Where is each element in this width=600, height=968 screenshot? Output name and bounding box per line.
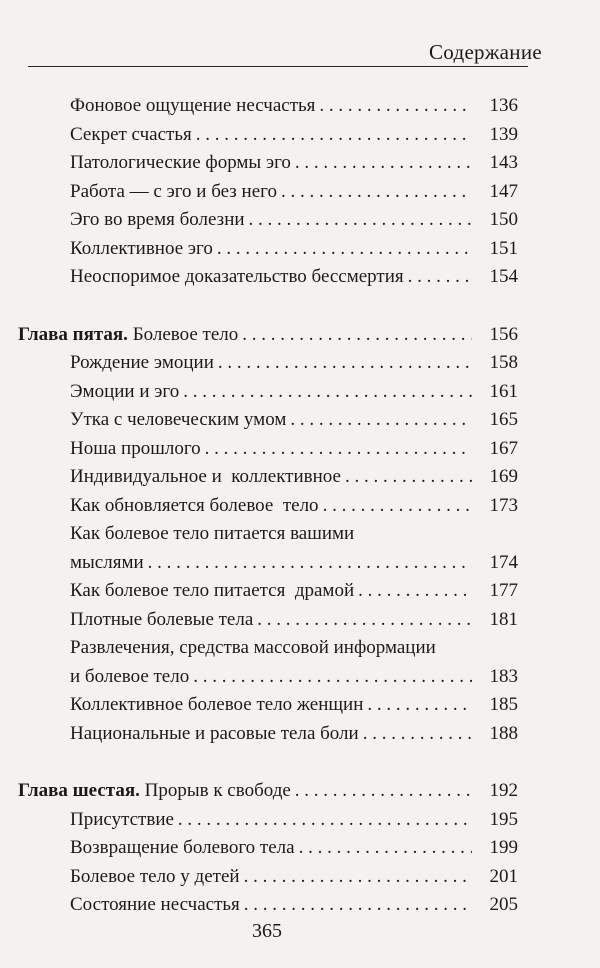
toc-entry: [70, 891, 518, 920]
toc-entry-page: 158: [489, 352, 518, 373]
toc-entry: [70, 263, 518, 292]
toc-entry-page: 199: [489, 837, 518, 858]
dot-leader: [196, 121, 472, 150]
table-of-contents: [18, 92, 518, 920]
toc-entry: [70, 378, 518, 407]
toc-entry-page: 174: [489, 551, 518, 573]
toc-entry-title: Ноша прошлого: [70, 437, 201, 459]
toc-entry-page: 185: [489, 694, 518, 715]
toc-entry-page: 177: [489, 580, 518, 601]
toc-entry-title: Коллективное болевое тело женщин: [70, 694, 364, 715]
dot-leader: [290, 406, 472, 435]
toc-entry: [70, 235, 518, 264]
toc-entry-page: 205: [489, 894, 518, 915]
toc-entry: [70, 463, 518, 492]
toc-entry-title: Неоспоримое доказательство бессмертия: [70, 266, 404, 287]
toc-entry-page: 192: [489, 780, 518, 801]
toc-entry-page: 181: [489, 608, 518, 630]
toc-entry: [70, 92, 518, 121]
dot-leader: [218, 349, 472, 378]
toc-entry: [70, 606, 518, 635]
dot-leader: [193, 663, 472, 692]
chapter-name: Болевое тело: [132, 323, 239, 345]
toc-entry-page: 139: [489, 123, 518, 145]
toc-entry: [70, 206, 518, 235]
chapter-label: Глава шестая.: [18, 780, 140, 801]
toc-entry-title: Национальные и расовые тела боли: [70, 722, 359, 744]
toc-entry-page: 165: [489, 409, 518, 430]
toc-entry-line1: [70, 520, 518, 549]
toc-entry-title: Патологические формы эго: [70, 152, 291, 173]
dot-leader: [319, 92, 472, 121]
toc-entry-title: Присутствие: [70, 808, 174, 830]
dot-leader: [345, 463, 472, 492]
dot-leader: [178, 806, 472, 835]
toc-entry-title-cont: и болевое тело: [70, 665, 190, 687]
toc-entry-title: Как болевое тело питается вашими: [70, 523, 355, 544]
toc-entry-page: 143: [489, 152, 518, 173]
toc-chapter-title: [18, 321, 238, 350]
toc-entry-line1: [70, 634, 518, 663]
dot-leader: [244, 891, 472, 920]
page-number: 365: [252, 920, 282, 942]
toc-entry-title: Эмоции и эго: [70, 380, 180, 402]
toc-entry-title: Коллективное эго: [70, 237, 213, 259]
toc-entry-title-cont: мыслями: [70, 551, 144, 573]
dot-leader: [299, 834, 472, 863]
toc-entry-title: Болевое тело у детей: [70, 865, 240, 887]
toc-entry: [70, 863, 518, 892]
toc-entry: [70, 435, 518, 464]
toc-entry-page: 201: [489, 865, 518, 887]
dot-leader: [323, 492, 472, 521]
dot-leader: [183, 378, 472, 407]
toc-entry: [70, 834, 518, 863]
toc-entry-page: 150: [489, 209, 518, 230]
toc-entry-title: Индивидуальное и коллективное: [70, 466, 341, 487]
toc-entry-title: Возвращение болевого тела: [70, 837, 295, 858]
toc-entry-title: Рождение эмоции: [70, 352, 214, 373]
toc-entry-title: Как болевое тело питается драмой: [70, 580, 355, 601]
toc-entry-page: 151: [489, 237, 518, 259]
toc-entry-page: 147: [489, 180, 518, 202]
toc-entry: [70, 492, 518, 521]
toc-chapter-entry: [18, 777, 518, 806]
header-rule: [28, 66, 528, 67]
toc-entry-page: 183: [489, 665, 518, 687]
toc-entry-page: 188: [489, 722, 518, 744]
toc-entry: [70, 178, 518, 207]
toc-entry: [70, 149, 518, 178]
toc-entry: [70, 806, 518, 835]
dot-leader: [242, 321, 472, 350]
toc-entry: [70, 720, 518, 749]
toc-entry-page: 195: [489, 808, 518, 830]
toc-entry-title: Секрет счастья: [70, 123, 192, 145]
dot-leader: [281, 178, 472, 207]
toc-entry-title: Развлечения, средства массовой информации: [70, 637, 436, 658]
toc-entry-title: Эго во время болезни: [70, 209, 245, 230]
toc-chapter-entry: [18, 321, 518, 350]
toc-entry: [70, 577, 518, 606]
toc-entry-title: Плотные болевые тела: [70, 608, 254, 630]
toc-entry-page: 167: [489, 437, 518, 459]
toc-entry-title: Работа — с эго и без него: [70, 180, 277, 202]
dot-leader: [295, 777, 472, 806]
toc-entry: [70, 349, 518, 378]
dot-leader: [257, 606, 472, 635]
dot-leader: [408, 263, 472, 292]
chapter-name: Прорыв к свободе: [144, 780, 291, 801]
dot-leader: [295, 149, 472, 178]
dot-leader: [148, 549, 472, 578]
dot-leader: [367, 691, 472, 720]
toc-entry-page: 173: [489, 494, 518, 516]
dot-leader: [217, 235, 472, 264]
toc-entry-page: 169: [489, 466, 518, 487]
dot-leader: [363, 720, 472, 749]
dot-leader: [205, 435, 472, 464]
toc-chapter-title: [18, 777, 291, 806]
toc-entry: [70, 406, 518, 435]
dot-leader: [358, 577, 472, 606]
dot-leader: [244, 863, 472, 892]
toc-entry: [70, 663, 518, 692]
toc-entry-page: 154: [489, 266, 518, 287]
toc-entry-page: 156: [489, 323, 518, 345]
toc-entry-title: Как обновляется болевое тело: [70, 494, 319, 516]
dot-leader: [249, 206, 472, 235]
toc-entry-title: Утка с человеческим умом: [70, 409, 287, 430]
toc-entry: [70, 121, 518, 150]
toc-entry-title: Состояние несчастья: [70, 894, 240, 915]
toc-entry: [70, 691, 518, 720]
running-header: Содержание: [428, 40, 542, 64]
toc-entry-page: 136: [489, 95, 518, 116]
chapter-label: Глава пятая.: [18, 323, 128, 345]
toc-entry-page: 161: [489, 380, 518, 402]
toc-entry-title: Фоновое ощущение несчастья: [70, 95, 316, 116]
toc-entry: [70, 549, 518, 578]
